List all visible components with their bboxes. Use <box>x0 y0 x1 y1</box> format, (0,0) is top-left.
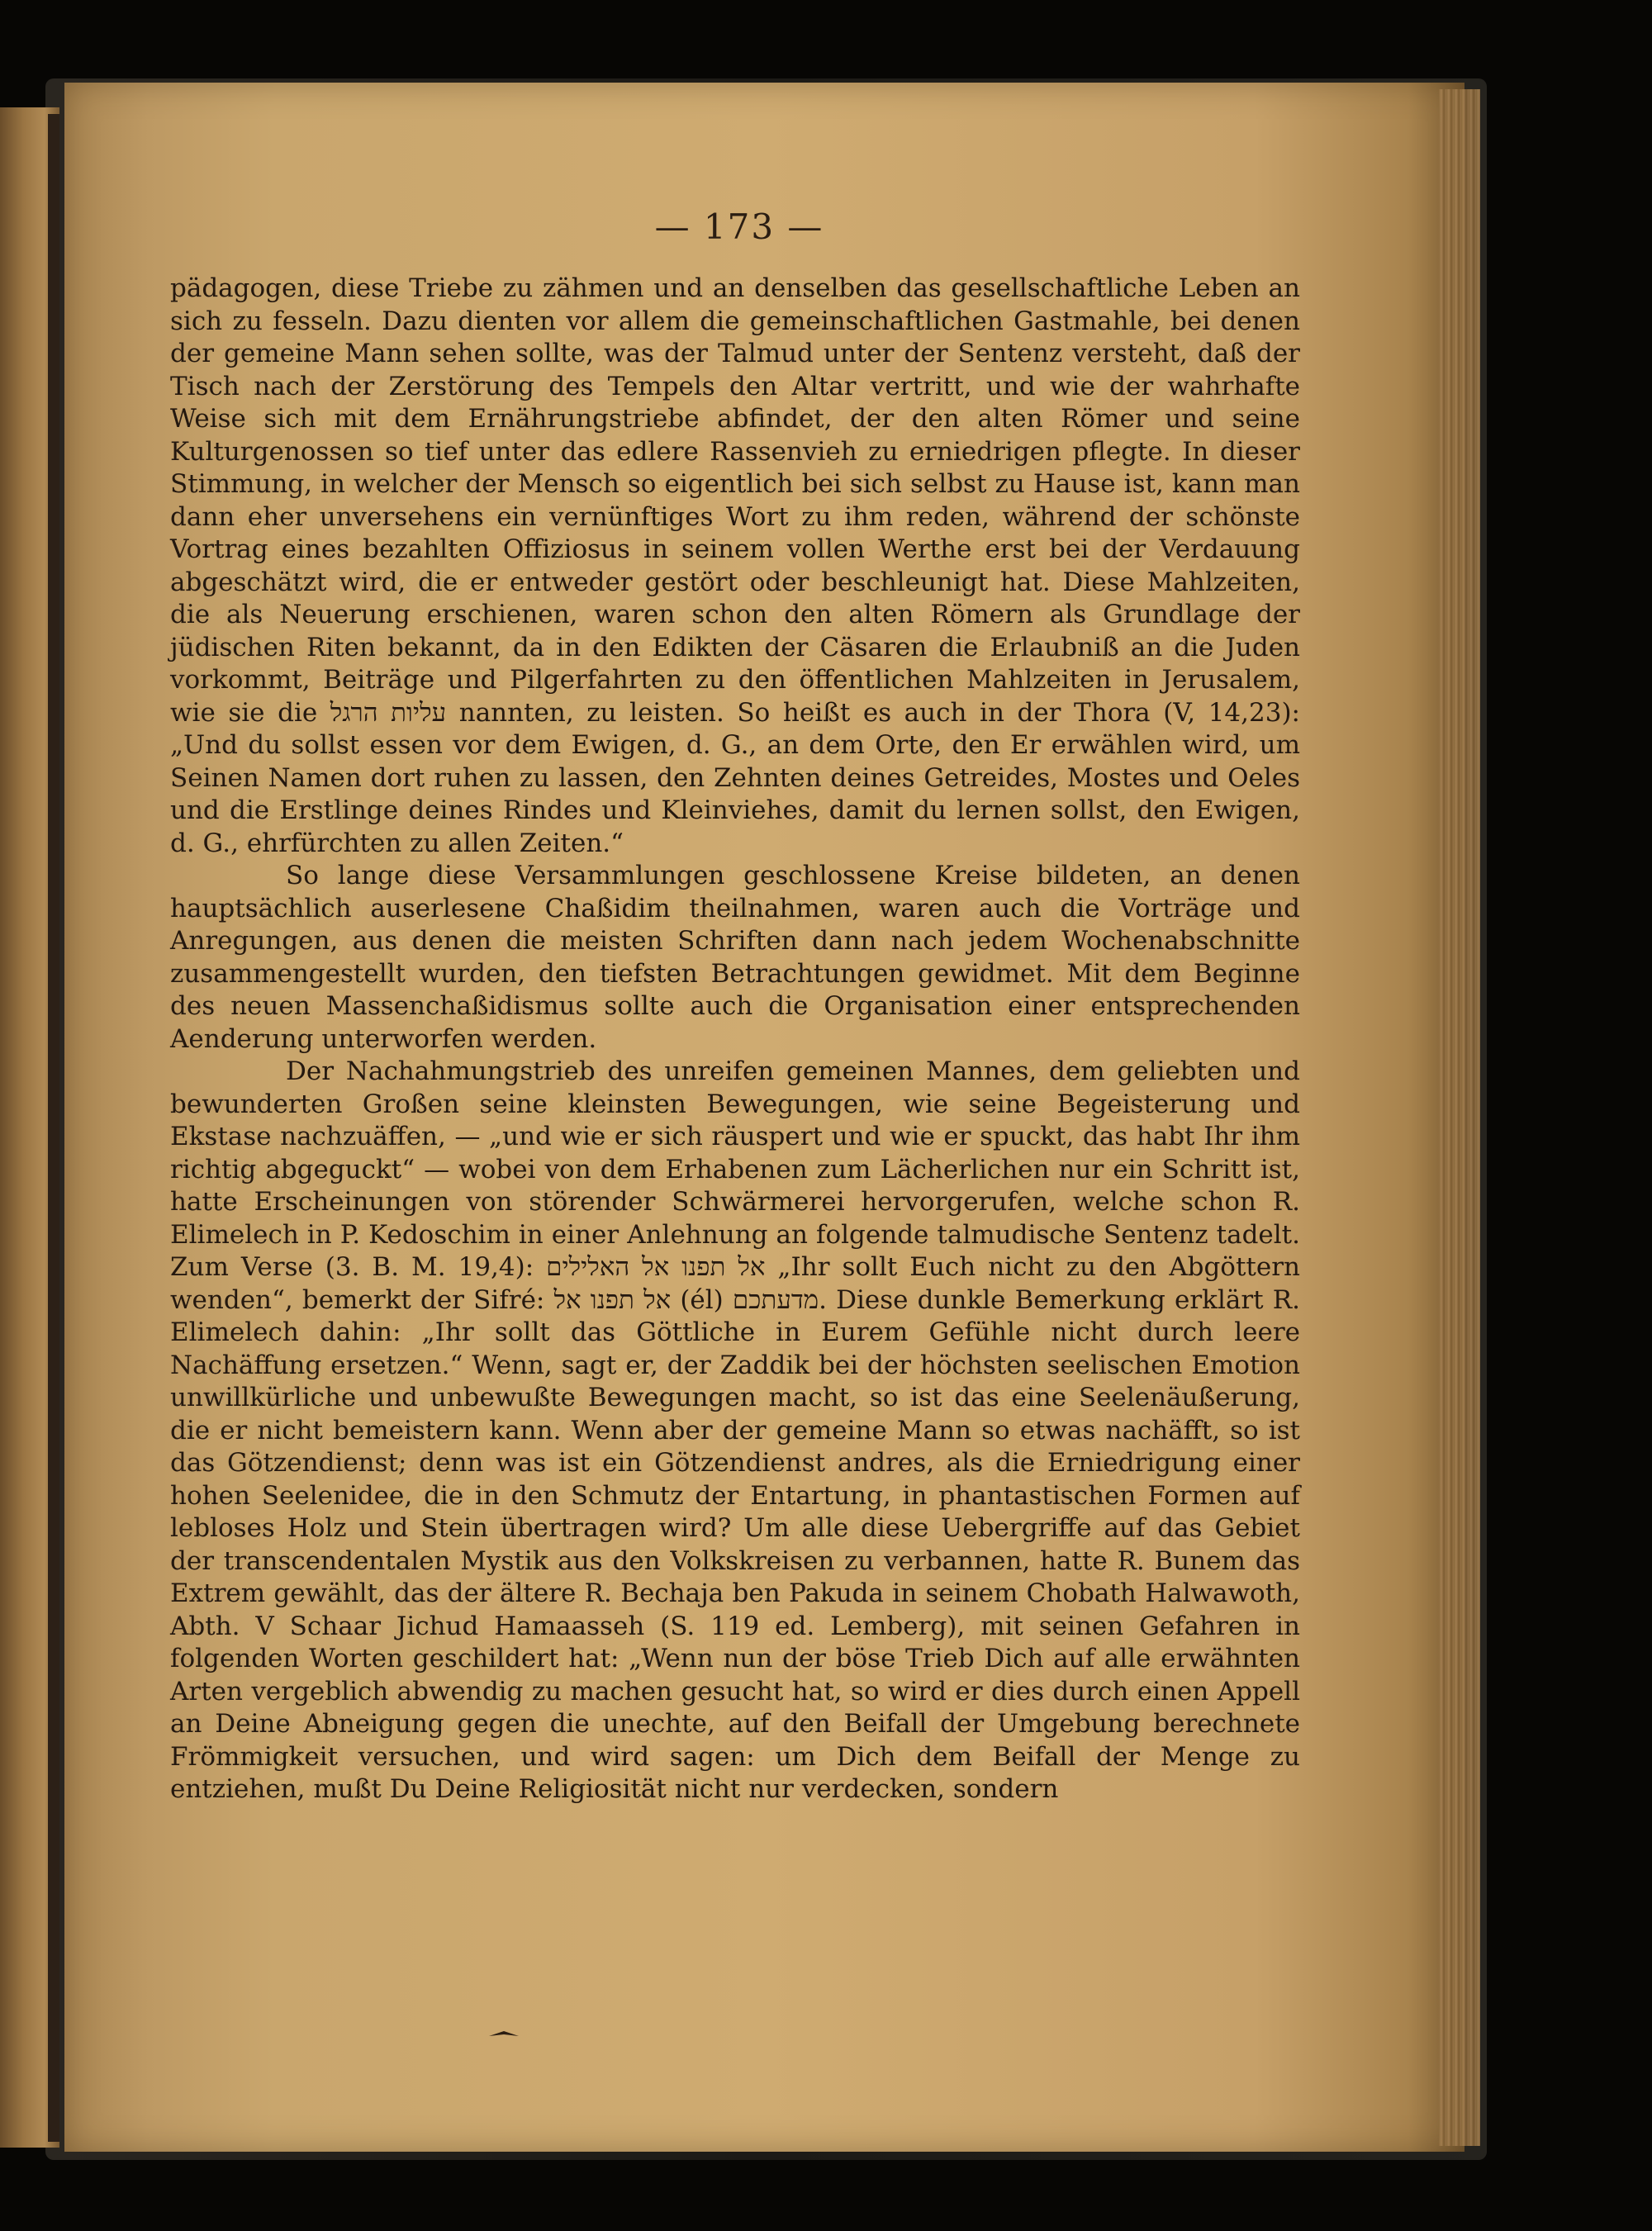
book-gutter <box>48 114 59 2142</box>
page-number: — 173 — <box>654 206 824 247</box>
page-ornament <box>487 2028 520 2038</box>
paragraph: So lange diese Versammlungen geschlossene Kreise bildeten, an denen hauptsächlich auserlesene Chaßidim theilnahmen, waren auch die Vorträge und Anregungen, aus denen die meisten Schriften dann nach jedem Wochenabschnitte zusammengestellt wurden, den tiefsten Betrachtungen gewidmet. Mit dem Beginne des neuen Massenchaßidismus sollte auch die Organisation einer entsprechenden Aenderung unterworfen werden. <box>170 861 1300 1054</box>
paragraph: pädagogen, diese Triebe zu zähmen und an denselben das gesellschaftliche Leben an sich zu fesseln. Dazu dienten vor allem die gemeinschaftlichen Gastmahle, bei denen der gemeine Mann sehen sollte, was der Talmud unter der Sentenz versteht, daß der Tisch nach der Zerstörung des Tempels den Altar vertritt, und wie der wahrhafte Weise sich mit dem Ernährungstriebe abfindet, der den alten Römer und seine Kulturgenossen so tief unter das edlere Rassenvieh zu erniedrigen pflegte. In dieser Stimmung, in welcher der Mensch so eigentlich bei sich selbst zu Hause ist, kann man dann eher unversehens ein vernünftiges Wort zu ihm reden, während der schönste Vortrag eines bezahlten Offiziosus in seinem vollen Werthe erst bei der Verdauung abgeschätzt wird, die er entweder gestört oder beschleunigt hat. Diese Mahlzeiten, die als Neuerung erschienen, waren schon den alten Römern als Grundlage der jüdischen Riten bekannt, da in den Edikten der Cäsaren die Erlaubniß an die Juden vorkommt, Beiträge und Pilgerfahrten zu den öffentlichen Mahlzeiten in Jerusalem, wie sie die עליות הרגל nannten, zu leisten. So heißt es auch in der Thora (V, 14,23): „Und du sollst essen vor dem Ewigen, d. G., an dem Orte, den Er erwählen wird, um Seinen Namen dort ruhen zu lassen, den Zehnten deines Getreides, Mostes und Oeles und die Erstlinge deines Rindes und Kleinviehes, damit du lernen sollst, den Ewigen, d. G., ehrfürchten zu allen Zeiten.“ <box>170 273 1300 858</box>
page-body-text <box>170 273 1300 1806</box>
paragraph: Der Nachahmungstrieb des unreifen gemeinen Mannes, dem geliebten und bewunderten Großen seine kleinsten Bewegungen, wie seine Begeisterung und Ekstase nachzuäffen, — „und wie er sich räuspert und wie er spuckt, das habt Ihr ihm richtig abgeguckt“ — wobei von dem Erhabenen zum Lächerlichen nur ein Schritt ist, hatte Erscheinungen von störender Schwärmerei hervorgerufen, welche schon R. Elimelech in P. Kedoschim in einer Anlehnung an folgende talmudische Sentenz tadelt. Zum Verse (3. B. M. 19,4): אל תפנו אל האלילים „Ihr sollt Euch nicht zu den Abgöttern wenden“, bemerkt der Sifré: אל תפנו אל (él) מדעתכם. Diese dunkle Bemerkung erklärt R. Elimelech dahin: „Ihr sollt das Göttliche in Eurem Gefühle nicht durch leere Nachäffung ersetzen.“ Wenn, sagt er, der Zaddik bei der höchsten seelischen Emotion unwillkürliche und unbewußte Bewegungen macht, so ist das eine Seelenäußerung, die er nicht bemeistern kann. Wenn aber der gemeine Mann so etwas nachäfft, so ist das Götzendienst; denn was ist ein Götzendienst andres, als die Erniedrigung einer hohen Seelenidee, die in den Schmutz der Entartung, in phantastischen Formen auf lebloses Holz und Stein übertragen wird? Um alle diese Uebergriffe auf das Gebiet der transcendentalen Mystik aus den Volkskreisen zu verbannen, hatte R. Bunem das Extrem gewählt, das der ältere R. Bechaja ben Pakuda in seinem Chobath Halwawoth, Abth. V Schaar Jichud Hamaasseh (S. 119 ed. Lemberg), mit seinen Gefahren in folgenden Worten geschildert hat: „Wenn nun der böse Trieb Dich auf alle erwähnten Arten vergeblich abwendig zu machen gesucht hat, so wird er dies durch einen Appell an Deine Abneigung gegen die unechte, auf den Beifall der Umgebung berechnete Frömmigkeit versuchen, und wird sagen: um Dich dem Beifall der Menge zu entziehen, mußt Du Deine Religiosität nicht nur verdecken, sondern <box>170 1056 1300 1804</box>
page-stack-edge <box>1439 89 1480 2146</box>
